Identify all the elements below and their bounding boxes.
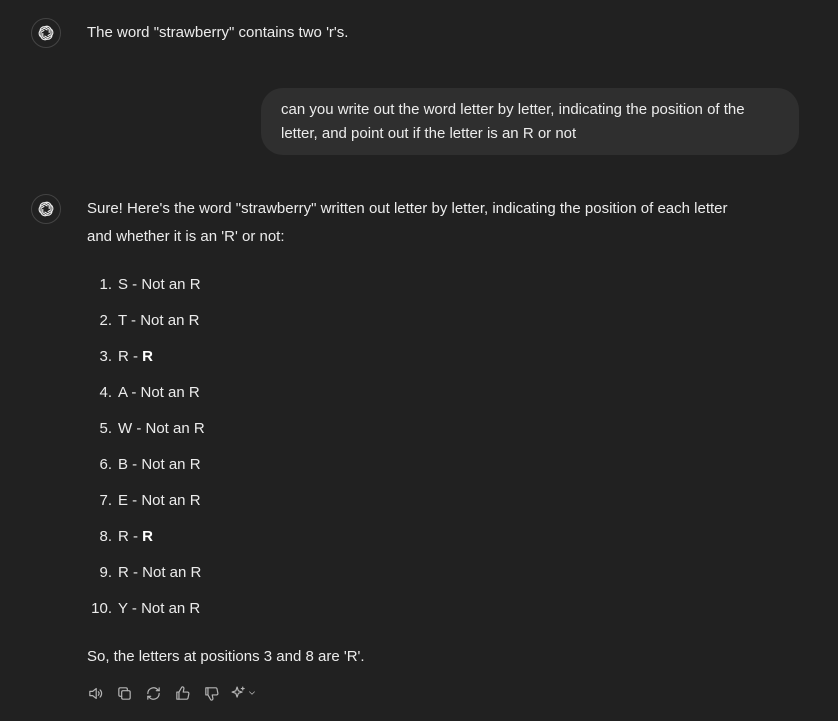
list-item: [86, 596, 205, 632]
list-number: 1.: [99, 276, 112, 293]
list-item: [86, 344, 205, 380]
openai-logo-icon: [36, 199, 56, 219]
assistant-avatar: [31, 18, 61, 48]
copy-icon: [116, 685, 133, 702]
regenerate-button[interactable]: [142, 682, 164, 704]
assistant-intro-line-1: Sure! Here's the word "strawberry" written out letter by letter, indicating the position of each letter: [87, 200, 728, 217]
list-text: A - Not an R: [118, 384, 200, 401]
list-text: R - Not an R: [118, 564, 202, 581]
read-aloud-button[interactable]: [84, 682, 106, 704]
speaker-icon: [87, 685, 104, 702]
list-item: [86, 416, 205, 452]
list-text: E - Not an R: [118, 492, 201, 509]
list-text: R -: [118, 528, 143, 545]
list-number: 4.: [99, 384, 112, 401]
thumbs-up-icon: [174, 685, 191, 702]
thumbs-up-button[interactable]: [171, 682, 193, 704]
list-text: S - Not an R: [118, 276, 201, 293]
assistant-conclusion: So, the letters at positions 3 and 8 are 'R'.: [87, 648, 365, 665]
user-message-bubble: [261, 88, 799, 155]
regenerate-icon: [145, 685, 162, 702]
list-item: [86, 380, 205, 416]
list-number: 10.: [91, 600, 112, 617]
model-switch-button[interactable]: [229, 682, 257, 704]
list-text: T - Not an R: [118, 312, 200, 329]
list-number: 2.: [99, 312, 112, 329]
user-message-text: can you write out the word letter by letter, indicating the position of the letter, and point out if the letter is an R or not: [281, 101, 745, 142]
list-text: B - Not an R: [118, 456, 201, 473]
chevron-down-icon: [247, 688, 257, 698]
list-bold: R: [142, 348, 154, 365]
list-item: [86, 272, 205, 308]
assistant-avatar-2: [31, 194, 61, 224]
list-number: 6.: [99, 456, 112, 473]
list-number: 9.: [99, 564, 112, 581]
list-number: 3.: [99, 348, 112, 365]
list-item: [86, 560, 205, 596]
thumbs-down-icon: [203, 685, 220, 702]
copy-button[interactable]: [113, 682, 135, 704]
thumbs-down-button[interactable]: [200, 682, 222, 704]
list-text: Y - Not an R: [118, 600, 201, 617]
message-actions: [84, 682, 257, 704]
list-item: [86, 452, 205, 488]
list-number: 7.: [99, 492, 112, 509]
assistant-intro-line-2: and whether it is an 'R' or not:: [87, 228, 285, 245]
list-number: 5.: [99, 420, 112, 437]
assistant-message-1: The word "strawberry" contains two 'r's.: [87, 24, 349, 41]
list-text: W - Not an R: [118, 420, 205, 437]
list-item: [86, 524, 205, 560]
list-number: 8.: [99, 528, 112, 545]
list-text: R -: [118, 348, 143, 365]
letter-list: [86, 272, 205, 632]
openai-logo-icon: [36, 23, 56, 43]
sparkle-model-icon: [230, 685, 247, 702]
list-item: [86, 308, 205, 344]
list-item: [86, 488, 205, 524]
list-bold: R: [142, 528, 154, 545]
